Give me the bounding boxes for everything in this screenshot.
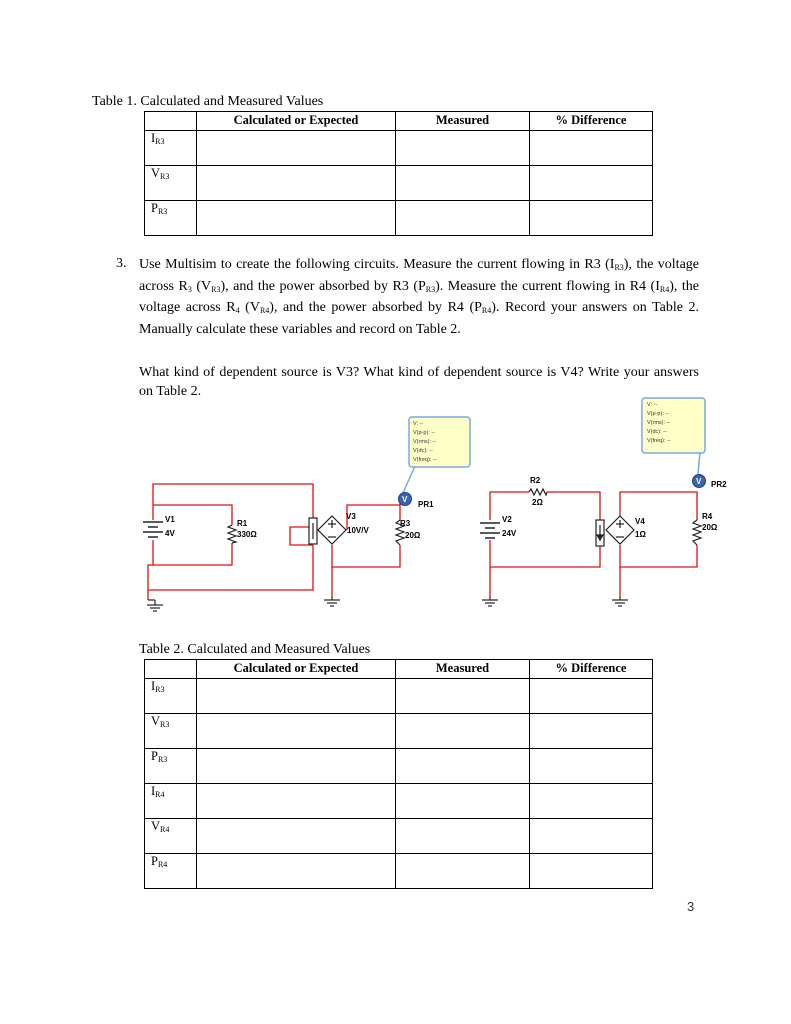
probe1-name: PR1 — [418, 500, 434, 509]
calculated-cell[interactable] — [197, 679, 396, 714]
ground-icon — [482, 597, 498, 606]
table-row — [145, 749, 653, 784]
difference-cell[interactable] — [530, 714, 653, 749]
difference-cell[interactable] — [530, 201, 653, 236]
row-label: $V_{R4}$ — [145, 819, 197, 854]
table1-caption: Table 1. Calculated and Measured Values — [92, 94, 324, 109]
difference-cell[interactable] — [530, 819, 653, 854]
ground-symbols — [147, 597, 628, 611]
r4-value: 20Ω — [702, 523, 718, 532]
row-label: $V_{R3}$ — [145, 714, 197, 749]
step3-instructions: Use Multisim to create the following circuits. Measure the current flowing in R3 $(I_{R3})$, the voltage across $R_3$ $(V_{R3})$, and the power absorbed by R3 $(P_{R3})$. Measure the current flowing in R4 $(I_{R4})$, the voltage across $R_4$ $(V_{R4})$, and the power absorbed by R4 $(P_{R4})$. Record your answers on Table 2. Manually calculate these variables and record on Table 2. — [139, 257, 700, 337]
measured-cell[interactable] — [396, 201, 530, 236]
measured-cell[interactable] — [396, 749, 530, 784]
measured-cell[interactable] — [396, 784, 530, 819]
calculated-cell[interactable] — [197, 131, 396, 166]
table1 — [144, 111, 653, 236]
row-label: $P_{R3}$ — [145, 201, 197, 236]
probe2-name: PR2 — [711, 480, 727, 489]
probe2-symbol: V — [696, 477, 702, 486]
table1-header-difference: % Difference — [530, 112, 653, 131]
measured-cell[interactable] — [396, 166, 530, 201]
table2-header-difference: % Difference — [530, 660, 653, 679]
measured-cell[interactable] — [396, 679, 530, 714]
table2-header-measured: Measured — [396, 660, 530, 679]
table-row — [145, 784, 653, 819]
r2-value: 2Ω — [532, 498, 543, 507]
r3-name: R3 — [400, 519, 411, 528]
v3-name: V3 — [346, 512, 356, 521]
circuit-schematic — [0, 390, 791, 620]
table1-row-label-header — [145, 112, 197, 131]
r2-resistor-icon — [529, 489, 547, 495]
v2-battery-icon — [480, 523, 500, 538]
r4-resistor-icon — [693, 520, 701, 545]
measured-cell[interactable] — [396, 131, 530, 166]
step3-question: What kind of dependent source is V3? What kind of dependent source is V4? Write your answers on Table 2. — [139, 365, 699, 399]
difference-cell[interactable] — [530, 131, 653, 166]
difference-cell[interactable] — [530, 166, 653, 201]
probe2-leader — [698, 452, 700, 474]
probe1-leader — [403, 466, 415, 493]
probe2-readout: V: -- V(p-p): -- V(rms): -- V(dc): -- V(freq): -- — [647, 402, 671, 444]
calculated-cell[interactable] — [197, 714, 396, 749]
r2-name: R2 — [530, 476, 541, 485]
row-label: $V_{R3}$ — [145, 166, 197, 201]
r3-value: 20Ω — [405, 531, 421, 540]
v4-name: V4 — [635, 517, 645, 526]
table-row — [145, 714, 653, 749]
ground-icon — [612, 597, 628, 606]
table-row — [145, 131, 653, 166]
r1-name: R1 — [237, 519, 248, 528]
difference-cell[interactable] — [530, 854, 653, 889]
table2 — [144, 659, 653, 889]
table2-header-calculated: Calculated or Expected — [197, 660, 396, 679]
r1-resistor-icon — [228, 525, 236, 543]
table2-header-row — [145, 660, 653, 679]
table-row — [145, 166, 653, 201]
ground-icon — [324, 597, 340, 606]
v1-value: 4V — [165, 529, 175, 538]
table1-header-calculated: Calculated or Expected — [197, 112, 396, 131]
v3-value: 10V/V — [347, 526, 369, 535]
difference-cell[interactable] — [530, 749, 653, 784]
table1-header-measured: Measured — [396, 112, 530, 131]
measured-cell[interactable] — [396, 819, 530, 854]
calculated-cell[interactable] — [197, 166, 396, 201]
r1-value: 330Ω — [237, 530, 257, 539]
v1-battery-icon — [143, 522, 163, 537]
v4-dependent-source-icon — [596, 516, 634, 546]
table-row — [145, 819, 653, 854]
step-number: 3. — [116, 256, 127, 271]
row-label: $I_{R3}$ — [145, 131, 197, 166]
difference-cell[interactable] — [530, 679, 653, 714]
v1-name: V1 — [165, 515, 175, 524]
table-row — [145, 854, 653, 889]
v3-dependent-source-icon — [309, 516, 346, 544]
table-row — [145, 201, 653, 236]
v2-name: V2 — [502, 515, 512, 524]
page-number: 3 — [687, 899, 695, 914]
table2-caption: Table 2. Calculated and Measured Values — [139, 642, 371, 657]
v4-value: 1Ω — [635, 530, 646, 539]
probe1-readout: V: -- V(p-p): -- V(rms): -- V(dc): -- V(freq): -- — [413, 421, 437, 463]
row-label: $I_{R4}$ — [145, 784, 197, 819]
measured-cell[interactable] — [396, 854, 530, 889]
calculated-cell[interactable] — [197, 784, 396, 819]
calculated-cell[interactable] — [197, 749, 396, 784]
table1-header-row — [145, 112, 653, 131]
calculated-cell[interactable] — [197, 854, 396, 889]
row-label: $I_{R3}$ — [145, 679, 197, 714]
ground-icon — [147, 600, 163, 611]
measured-cell[interactable] — [396, 714, 530, 749]
difference-cell[interactable] — [530, 784, 653, 819]
table-row — [145, 679, 653, 714]
v2-value: 24V — [502, 529, 517, 538]
row-label: $P_{R4}$ — [145, 854, 197, 889]
r4-name: R4 — [702, 512, 713, 521]
calculated-cell[interactable] — [197, 201, 396, 236]
table2-row-label-header — [145, 660, 197, 679]
row-label: $P_{R3}$ — [145, 749, 197, 784]
probe1-symbol: V — [402, 495, 408, 504]
calculated-cell[interactable] — [197, 819, 396, 854]
